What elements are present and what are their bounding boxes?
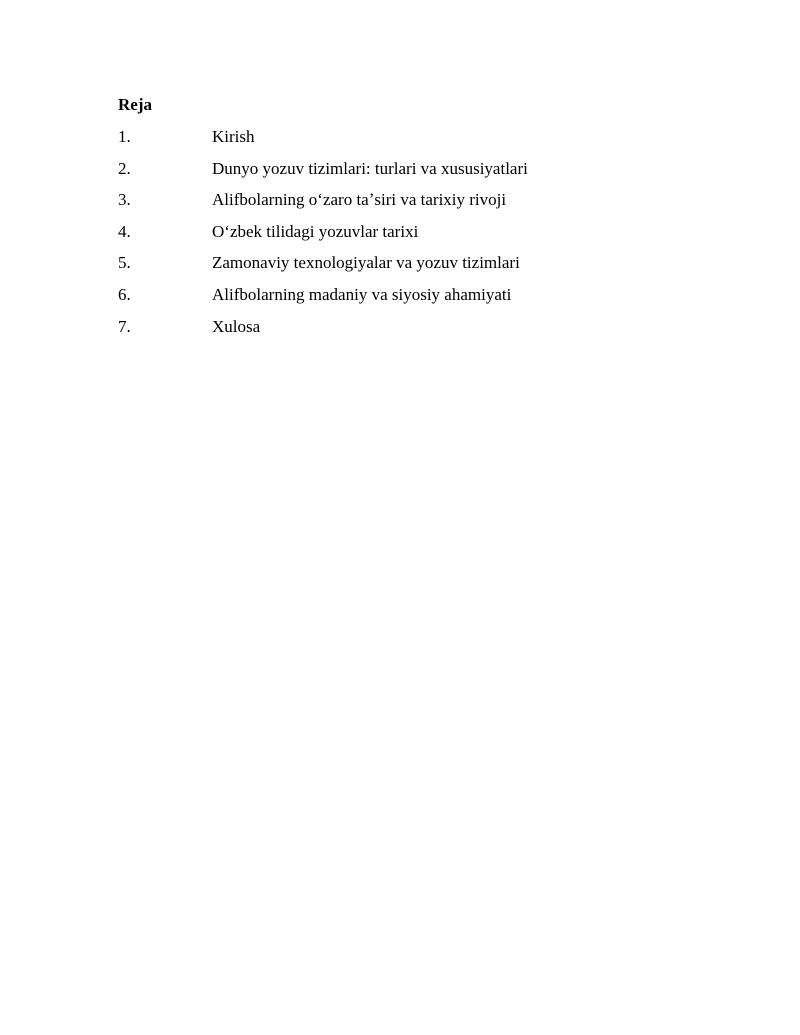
list-item-number: 1. [118, 127, 131, 146]
page-title: Reja [118, 95, 152, 114]
list-item-text: Oʻzbek tilidagi yozuvlar tarixi [212, 221, 419, 241]
list-item-number: 2. [118, 158, 131, 178]
list-item-number: 4. [118, 221, 131, 241]
list-item-number: 3. [118, 190, 131, 210]
list-item-number: 5. [118, 253, 131, 273]
list-item-text: Zamonaviy texnologiyalar va yozuv tizimlari [212, 253, 520, 273]
list-item-text: Alifbolarning madaniy va siyosiy ahamiyati [212, 284, 512, 304]
list-item-text: Xulosa [212, 316, 261, 336]
list-item-text: Dunyo yozuv tizimlari: turlari va xususiyatlari [212, 158, 528, 178]
list-item-number: 6. [118, 284, 131, 304]
list-item-text: Kirish [212, 127, 255, 146]
list-item-text: Alifbolarning oʻzaro taʼsiri va tarixiy rivoji [212, 190, 507, 210]
list-item-number: 7. [118, 316, 131, 336]
